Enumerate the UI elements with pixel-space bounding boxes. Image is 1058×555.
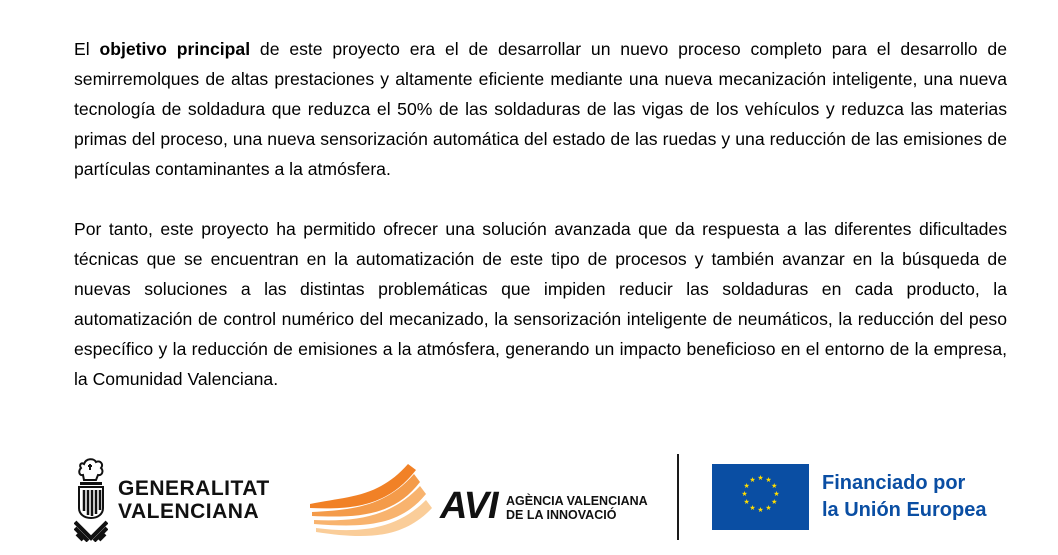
eu-funding-logo — [712, 464, 1032, 530]
paragraph-objective-intro: El — [74, 39, 100, 59]
generalitat-logo — [74, 456, 284, 542]
paragraph-objective — [74, 34, 1007, 184]
eu-line1: Financiado por — [822, 472, 966, 494]
paragraph-objective-text: de este proyecto era el de desarrollar un nuevo proceso completo para el desarrollo de semirremolques de altas prestaciones y altamente eficiente mediante una nueva mecanización inteligente, una nueva tecnología de soldadura que reduzca el 50% de las soldaduras de las vigas de los vehículos y reduzca las materias primas del proceso, una nueva sensorización automática del estado de las ruedas y una reducción de las emisiones de partículas contaminantes a la atmósfera. — [74, 39, 1007, 179]
svg-text:★: ★ — [749, 504, 756, 512]
generalitat-emblem-icon — [74, 456, 108, 542]
avi-line2: DE LA INNOVACIÓ — [506, 508, 617, 522]
avi-logo — [308, 456, 648, 542]
paragraph-conclusion: Por tanto, este proyecto ha permitido ofrecer una solución avanzada que da respuesta a las diferentes dificultades técnicas que se encuentran en la automatización de este tipo de procesos y también avanzar en la búsqueda de nuevas soluciones a las distintas problemáticas que impiden reducir las soldaduras en cada producto, la automatización de control numérico del mecanizado, la sensorización inteligente de neumáticos, la reducción del peso específico y la reducción de emisiones a la atmósfera, generando un impacto beneficioso en el entorno de la empresa, la Comunidad Valenciana. — [74, 219, 1007, 389]
svg-text:★: ★ — [771, 498, 778, 506]
svg-text:★: ★ — [765, 504, 772, 512]
svg-text:★: ★ — [773, 490, 780, 498]
svg-text:★: ★ — [757, 506, 764, 514]
svg-text:★: ★ — [749, 476, 756, 484]
logo-footer — [0, 450, 1058, 555]
generalitat-wordmark — [118, 477, 270, 523]
eu-flag-icon — [712, 464, 809, 530]
svg-text:★: ★ — [743, 498, 750, 506]
svg-text:★: ★ — [771, 482, 778, 490]
avi-wordmark: AVI — [440, 485, 498, 527]
eu-funding-text — [822, 470, 986, 524]
avi-swoosh-icon — [308, 456, 448, 542]
svg-text:★: ★ — [765, 476, 772, 484]
logo-divider — [677, 454, 679, 540]
svg-text:★: ★ — [743, 482, 750, 490]
avi-line1: AGÈNCIA VALENCIANA — [506, 494, 648, 508]
objective-highlight: objetivo principal — [99, 39, 251, 59]
eu-line2: la Unión Europea — [822, 499, 987, 521]
svg-text:★: ★ — [741, 490, 748, 498]
generalitat-line1: GENERALITAT — [118, 477, 270, 500]
svg-text:★: ★ — [757, 474, 764, 482]
generalitat-line2: VALENCIANA — [118, 500, 260, 523]
avi-subtitle — [506, 494, 648, 522]
body-text — [74, 34, 1007, 394]
